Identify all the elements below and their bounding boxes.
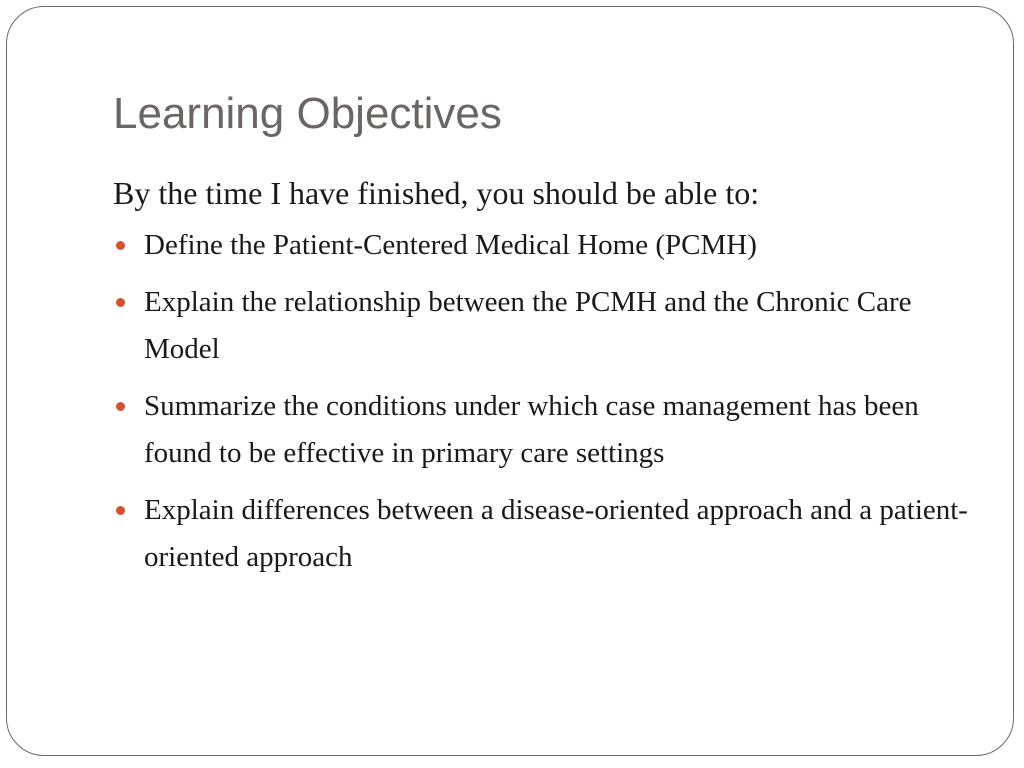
bullet-icon [116,402,125,411]
objective-item [113,383,973,477]
objective-text: Define the Patient-Centered Medical Home (PCMH) [144,229,757,261]
objective-text: Summarize the conditions under which case management has been found to be effective in primary care settings [144,390,919,469]
objective-item [113,487,973,581]
bullet-icon [116,298,125,307]
objective-text: Explain the relationship between the PCMH and the Chronic Care Model [144,286,912,365]
bullet-icon [116,241,125,250]
objective-item [113,279,973,373]
objective-text: Explain differences between a disease-oriented approach and a patient-oriented approach [144,494,968,573]
intro-text: By the time I have finished, you should be able to: [113,175,760,211]
objective-item [113,222,973,269]
slide-body [113,170,973,591]
bullet-icon [116,506,125,515]
slide-title: Learning Objectives [113,89,502,138]
objectives-list [113,222,973,581]
